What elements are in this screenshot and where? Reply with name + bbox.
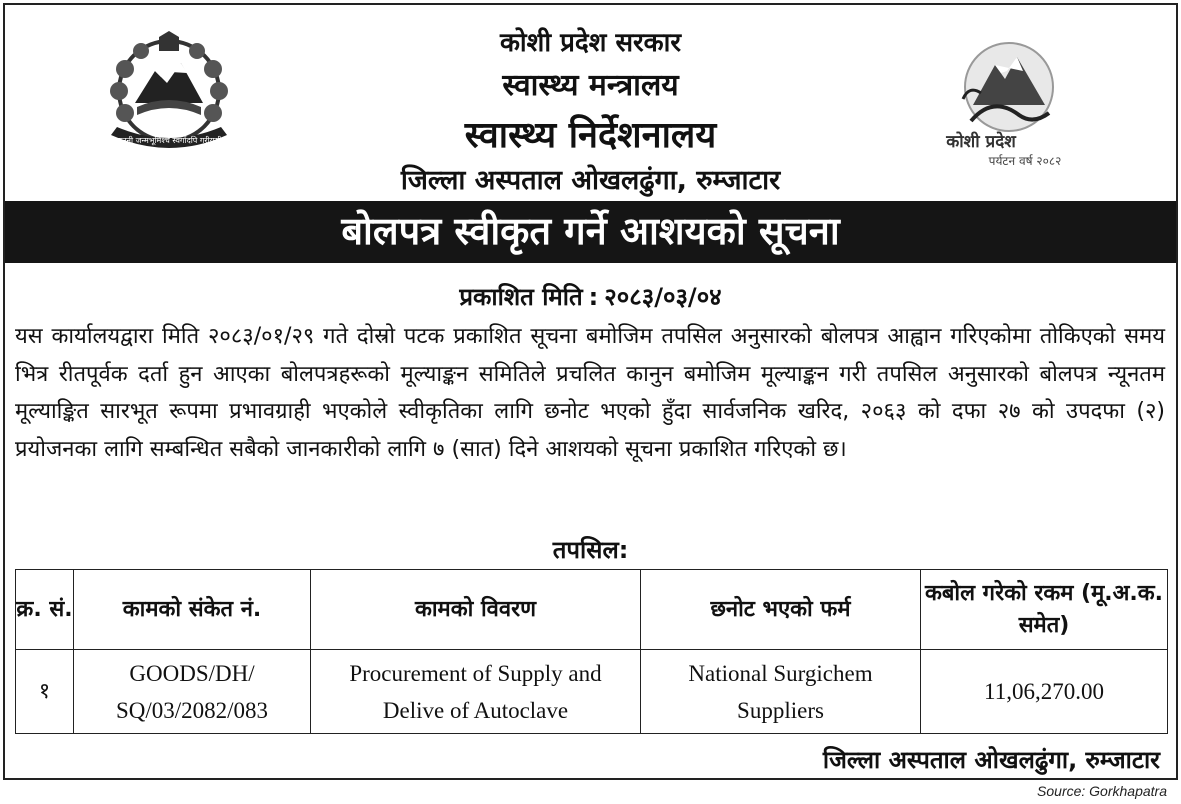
footer-signature: जिल्ला अस्पताल ओखलढुंगा, रुम्जाटार (822, 746, 1160, 774)
firm-line1: National Surgichem (688, 660, 873, 686)
published-date-label: प्रकाशित मिति (459, 283, 583, 311)
tourism-logo-subtitle: पर्यटन वर्ष २०८२ (988, 154, 1062, 168)
firm-line2: Suppliers (737, 697, 824, 723)
description-line2: Delive of Autoclave (382, 697, 569, 723)
notice-body: यस कार्यालयद्वारा मिति २०८३/०१/२९ गते दोस्रो पटक प्रकाशित सूचना बमोजिम तपसिल अनुसारको बोलपत्र आह्वान गरिएकोमा तोकिएको समय भित्र रीतपूर्वक दर्ता हुन आएका बोलपत्रहरूको मूल्याङ्कन समितिले प्रचलित कानुन बमोजिम मूल्याङ्कन गरी तपसिल अनुसारको बोलपत्र न्यूनतम मूल्याङ्कित सारभूत रूपमा प्रभावग्राही भएकोले स्वीकृतिका लागि छनोट भएको हुँदा सार्वजनिक खरिद, २०६३ को दफा २७ को उपदफा (२) प्रयोजनका लागि सम्बन्धित सबैको जानकारीको लागि ७ (सात) दिने आशयको सूचना प्रकाशित गरिएको छ। (15, 324, 1165, 462)
province-government: कोशी प्रदेश सरकार (499, 28, 682, 58)
ministry-name: स्वास्थ्य मन्त्रालय (502, 68, 679, 103)
work-code-line1: GOODS/DH/ (129, 660, 255, 686)
tourism-logo-title: कोशी प्रदेश (946, 132, 1016, 152)
cell-work-code (74, 650, 311, 734)
notice-header (5, 5, 1176, 201)
description-line1: Procurement of Supply and (349, 660, 602, 686)
directorate-name: स्वास्थ्य निर्देशनालय (464, 115, 717, 156)
hospital-name: जिल्ला अस्पताल ओखलढुंगा, रुम्जाटार (400, 165, 781, 196)
header-selected-firm: छनोट भएको फर्म (641, 570, 921, 650)
cell-bid-amount: 11,06,270.00 (921, 650, 1168, 734)
work-code-line2: SQ/03/2082/083 (115, 697, 269, 723)
notice-frame (3, 3, 1178, 780)
header-bid-amount: कबोल गरेको रकम (मू.अ.क. समेत) (921, 570, 1168, 650)
published-date-separator: : (588, 283, 599, 311)
emblem-motto: जननी जन्मभूमिश्च स्वर्गादपि गरीयसी (116, 136, 222, 145)
cell-selected-firm (641, 650, 921, 734)
details-label: तपसिल: (552, 536, 629, 564)
header-work-description: कामको विवरण (311, 570, 641, 650)
koshi-tourism-logo-icon (923, 35, 1083, 173)
header-serial: क्र. सं. (16, 570, 74, 650)
table-row (16, 650, 1168, 734)
cell-serial: १ (16, 650, 74, 734)
award-table (15, 569, 1168, 734)
header-work-code: कामको संकेत नं. (74, 570, 311, 650)
published-date-value: २०८३/०३/०४ (604, 283, 722, 311)
published-date-line (5, 280, 1176, 313)
cell-work-description (311, 650, 641, 734)
source-credit: Source: Gorkhapatra (1037, 783, 1167, 799)
table-header-row (16, 570, 1168, 650)
notice-title: बोलपत्र स्वीकृत गर्ने आशयको सूचना (5, 201, 1176, 263)
